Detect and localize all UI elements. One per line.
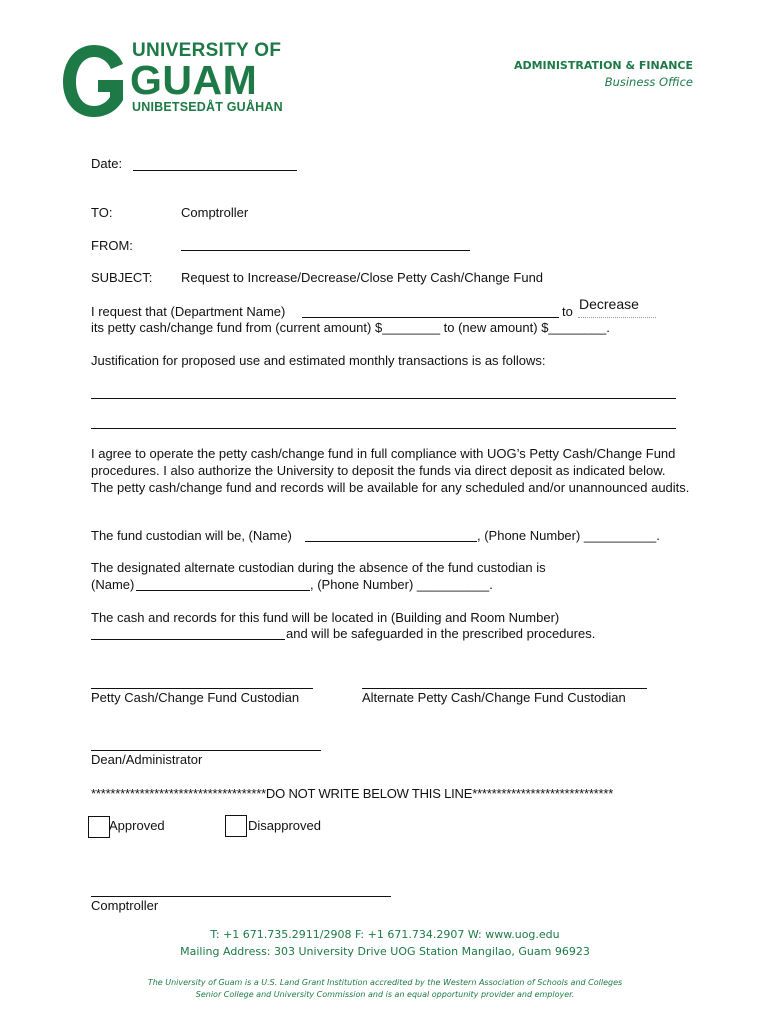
approved-label: Approved <box>109 818 165 833</box>
disapproved-label: Disapproved <box>248 818 321 833</box>
to-value: Comptroller <box>181 205 249 220</box>
footer-contact: T: +1 671.735.2911/2908 F: +1 671.734.2907 W: www.uog.edu <box>210 928 560 941</box>
location-field[interactable] <box>91 639 285 640</box>
custodian-name-field[interactable] <box>305 541 477 542</box>
custodian-prefix: The fund custodian will be, (Name) <box>91 528 292 543</box>
comptroller-signature-line[interactable] <box>91 896 391 897</box>
approved-checkbox[interactable] <box>88 816 110 838</box>
university-logo-g-icon <box>60 42 128 120</box>
justification-label: Justification for proposed use and estimated monthly transactions is as follows: <box>91 353 546 368</box>
logo-guam: GUAM <box>130 57 258 103</box>
justification-line-1[interactable] <box>91 398 676 399</box>
request-line-prefix: I request that (Department Name) <box>91 304 286 319</box>
custodian-suffix: , (Phone Number) __________. <box>477 528 660 543</box>
subject-label: SUBJECT: <box>91 270 153 285</box>
location-line-1: The cash and records for this fund will be located in (Building and Room Number) <box>91 610 560 625</box>
location-suffix: and will be safeguarded in the prescribed procedures. <box>286 626 596 641</box>
request-to: to <box>562 304 573 319</box>
action-field-underline <box>578 317 656 318</box>
alternate-suffix: , (Phone Number) __________. <box>310 577 493 592</box>
office-heading: Business Office <box>604 75 693 89</box>
logo-university-of: UNIVERSITY OF <box>132 40 282 61</box>
department-heading: ADMINISTRATION & FINANCE <box>513 59 693 72</box>
footer-address: Mailing Address: 303 University Drive UOG Station Mangilao, Guam 96923 <box>180 945 590 958</box>
custodian-signature-line[interactable] <box>91 688 313 689</box>
footer-accreditation-line-2: Senior College and University Commission and is an equal opportunity provider and employer. <box>195 990 575 999</box>
date-field[interactable] <box>133 170 297 171</box>
request-amounts-line: its petty cash/change fund from (current amount) $________ to (new amount) $________. <box>91 320 610 335</box>
logo-chamorro-name: UNIBETSEDÅT GUÅHAN <box>132 100 283 114</box>
dean-signature-label: Dean/Administrator <box>91 752 203 767</box>
alternate-signature-line[interactable] <box>362 688 647 689</box>
to-label: TO: <box>91 205 113 220</box>
alternate-signature-label: Alternate Petty Cash/Change Fund Custodian <box>362 690 626 705</box>
action-field-value[interactable]: Decrease <box>579 296 639 312</box>
alternate-name-field[interactable] <box>136 590 310 591</box>
alternate-line-1: The designated alternate custodian during the absence of the fund custodian is <box>91 560 546 575</box>
dean-signature-line[interactable] <box>91 750 321 751</box>
disapproved-checkbox[interactable] <box>225 815 247 837</box>
department-name-field[interactable] <box>302 317 559 318</box>
from-field[interactable] <box>181 250 470 251</box>
subject-value: Request to Increase/Decrease/Close Petty Cash/Change Fund <box>181 270 544 285</box>
date-label: Date: <box>91 156 123 171</box>
do-not-write-line: ************************************DO NOT WRITE BELOW THIS LINE***************************** <box>91 786 614 801</box>
custodian-signature-label: Petty Cash/Change Fund Custodian <box>91 690 300 705</box>
from-label: FROM: <box>91 238 133 253</box>
agreement-paragraph: I agree to operate the petty cash/change fund in full compliance with UOG’s Petty Cash/Change Fund procedures. I also authorize the University to deposit the funds via direct deposit as indicated below. The petty cash/change fund and records will be available for any scheduled and/or unannounced audits. <box>91 446 690 495</box>
alternate-name-prefix: (Name) <box>91 577 135 592</box>
justification-line-2[interactable] <box>91 428 676 429</box>
footer-accreditation-line-1: The University of Guam is a U.S. Land Grant Institution accredited by the Western Association of Schools and Colleges <box>147 978 623 987</box>
comptroller-signature-label: Comptroller <box>91 898 159 913</box>
